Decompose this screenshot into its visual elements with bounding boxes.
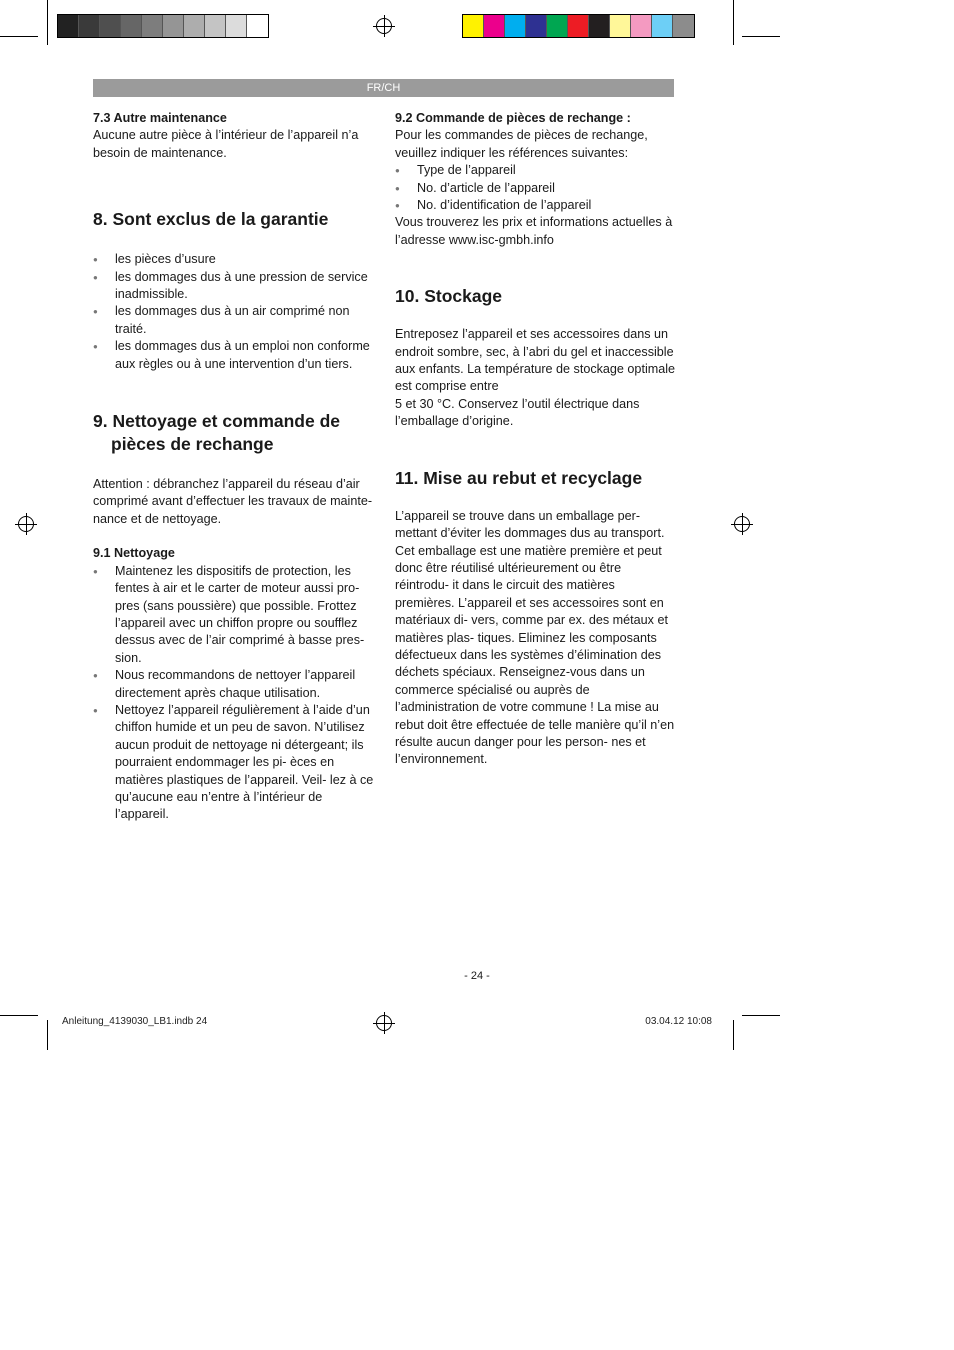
list-item: ● les pièces d’usure bbox=[93, 251, 375, 268]
registration-mark-icon bbox=[734, 516, 750, 532]
language-bar: FR/CH bbox=[93, 79, 674, 97]
process-color-bar bbox=[462, 14, 695, 38]
section-8-title: 8. Sont exclus de la garantie bbox=[93, 209, 329, 230]
list-item: ● Nettoyez l’appareil régulièrement à l’aide d’un chiffon humide et un peu de savon. N’utilisez aucun produit de nettoyage ni détergeant; ils pourraient endommager les pi- èces en matières plastiques de l’appareil. Veil- lez à ce qu’aucune eau n’entre à l’intérieur de l’appareil. bbox=[93, 702, 375, 824]
list-item: ● No. d’identification de l’appareil bbox=[395, 197, 677, 214]
color-swatch bbox=[505, 15, 526, 37]
file-slug: Anleitung_4139030_LB1.indb 24 bbox=[62, 1016, 208, 1027]
date-slug: 03.04.12 10:08 bbox=[645, 1016, 712, 1027]
section-10-body-1: Entreposez l’appareil et ses accessoires dans un endroit sombre, sec, à l’abri du gel et inaccessible aux enfants. La température de stockage optimale est comprise entre bbox=[395, 327, 676, 394]
color-swatch bbox=[610, 15, 631, 37]
color-swatch bbox=[100, 15, 121, 37]
crop-mark bbox=[742, 1015, 780, 1016]
section-9-2-title: 9.2 Commande de pièces de rechange : bbox=[395, 111, 631, 125]
section-11-title: 11. Mise au rebut et recyclage bbox=[395, 467, 643, 488]
color-swatch bbox=[484, 15, 505, 37]
list-item: ● les dommages dus à un emploi non conforme aux règles ou à une intervention d’un tiers. bbox=[93, 338, 375, 373]
color-swatch bbox=[142, 15, 163, 37]
section-10-body-2: 5 et 30 °C. Conservez l’outil électrique dans l’emballage d’origine. bbox=[395, 396, 640, 429]
list-item: ● Nous recommandons de nettoyer l’appareil directement après chaque utilisation. bbox=[93, 667, 375, 702]
color-swatch bbox=[568, 15, 589, 37]
section-8-list bbox=[93, 251, 375, 373]
list-item: ● les dommages dus à un air comprimé non traité. bbox=[93, 303, 375, 338]
color-swatch bbox=[121, 15, 142, 37]
crop-mark bbox=[0, 1015, 38, 1016]
section-9-2-list bbox=[395, 162, 677, 214]
section-9-1-title: 9.1 Nettoyage bbox=[93, 546, 175, 561]
crop-mark bbox=[733, 0, 734, 45]
page-number: - 24 - bbox=[464, 970, 490, 982]
color-swatch bbox=[673, 15, 694, 37]
color-swatch bbox=[79, 15, 100, 37]
color-swatch bbox=[58, 15, 79, 37]
registration-mark-icon bbox=[376, 18, 392, 34]
section-9-2-outro: Vous trouverez les prix et informations actuelles à l’adresse www.isc-gmbh.info bbox=[395, 215, 673, 247]
color-swatch bbox=[163, 15, 184, 37]
color-swatch bbox=[205, 15, 226, 37]
section-11-body: L’appareil se trouve dans un emballage per- mettant d’éviter les dommages dus au transport. Cet emballage est une matière première et peut donc être réutilisé ultérieurement ou être réintrodu- it dans le circuit des matières premières. L’appareil et ses accessoires sont en matériaux di- vers, comme par ex. des métaux et matières plas- tiques. Eliminez les composants défectueux dans les systèmes d’élimination des déchets spéciaux. Renseignez-vous dans un commerce spécialisé ou auprès de l’administration de votre commune ! La mise au rebut doit être effectuée de telle manière qu’il n’en résulte aucun danger pour les person- nes et l’environnement. bbox=[395, 508, 675, 767]
crop-mark bbox=[47, 1020, 48, 1050]
list-item: ● les dommages dus à une pression de service inadmissible. bbox=[93, 269, 375, 304]
section-7-3-body: Aucune autre pièce à l’intérieur de l’appareil n’a besoin de maintenance. bbox=[93, 128, 359, 160]
section-9-1-list bbox=[93, 563, 375, 824]
color-swatch bbox=[547, 15, 568, 37]
color-swatch bbox=[631, 15, 652, 37]
color-swatch bbox=[589, 15, 610, 37]
crop-mark bbox=[742, 36, 780, 37]
list-item: ● No. d’article de l’appareil bbox=[395, 180, 677, 197]
list-item: ● Type de l’appareil bbox=[395, 162, 677, 179]
section-7-3-title: 7.3 Autre maintenance bbox=[93, 111, 227, 125]
left-column bbox=[93, 110, 375, 824]
crop-mark bbox=[733, 1020, 734, 1050]
color-swatch bbox=[463, 15, 484, 37]
color-swatch bbox=[526, 15, 547, 37]
section-9-2-intro: Pour les commandes de pièces de rechange, veuillez indiquer les références suivantes: bbox=[395, 128, 648, 160]
color-swatch bbox=[226, 15, 247, 37]
gray-color-bar bbox=[57, 14, 269, 38]
color-swatch bbox=[184, 15, 205, 37]
crop-mark bbox=[47, 0, 48, 45]
section-9-intro: Attention : débranchez l’appareil du réseau d’air comprimé avant d’effectuer les travaux de mainte- nance et de nettoyage. bbox=[93, 477, 373, 526]
right-column bbox=[395, 110, 677, 769]
registration-mark-icon bbox=[376, 1015, 392, 1031]
color-swatch bbox=[652, 15, 673, 37]
section-9-title: 9. Nettoyage et commande de pièces de rechange bbox=[93, 411, 341, 455]
list-item: ● Maintenez les dispositifs de protection, les fentes à air et le carter de moteur aussi pro- pres (sans poussière) que possible. Frottez l’appareil avec un chiffon propre ou soufflez dessus avec de l’air comprimé à basse pres- sion. bbox=[93, 563, 375, 667]
section-10-title: 10. Stockage bbox=[395, 286, 502, 307]
registration-mark-icon bbox=[18, 516, 34, 532]
color-swatch bbox=[247, 15, 268, 37]
crop-mark bbox=[0, 36, 38, 37]
